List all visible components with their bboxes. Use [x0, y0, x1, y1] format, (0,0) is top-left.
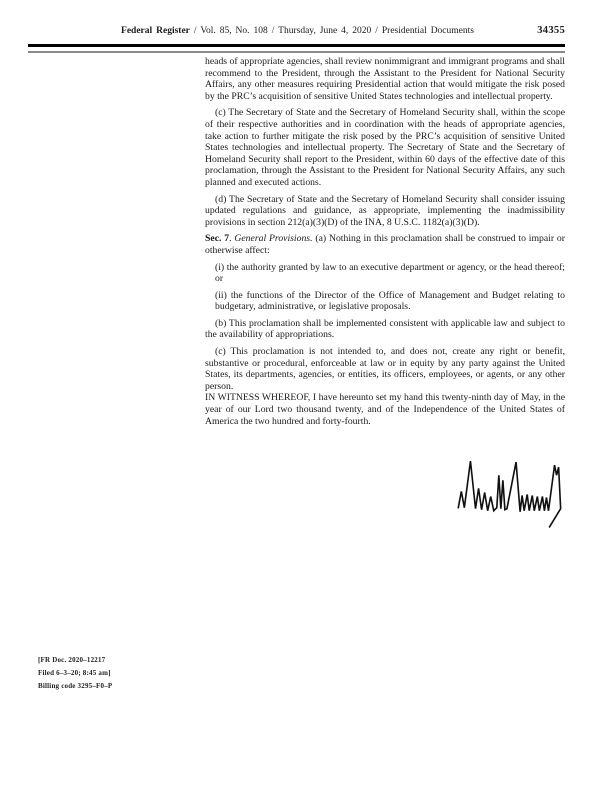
paragraph: [205, 346, 565, 392]
header-rule-bottom: [28, 51, 565, 53]
paragraph: [205, 194, 565, 229]
paragraph: [205, 107, 565, 188]
paragraph-segment: (c) The Secretary of State and the Secretary of Homeland Security shall, within the scope of their respective authorities and in coordination with the heads of appropriate agencies, take action to further mitigate the risk posed by the PRC’s acquisition of sensitive United States technologies and intellectual property. The Secretary of State and the Secretary of Homeland Security shall report to the President, within 60 days of the effective date of this proclamation, through the Assistant to the President for National Security Affairs, any such planned and executed actions.: [205, 107, 565, 188]
presidential-signature: [456, 457, 568, 533]
paragraph-segment: (ii) the functions of the Director of the Office of Management and Budget relating to budgetary, administrative, or legislative proposals.: [215, 289, 565, 313]
document-body: [205, 56, 565, 427]
paragraph-segment: Sec. 7: [205, 233, 230, 245]
journal-name: Federal Register: [121, 26, 190, 36]
paragraph-segment: (a) Nothing in this proclamation shall be construed to impair or otherwise affect:: [205, 233, 565, 256]
filed-date-line: Filed 6–3–20; 8:45 am]: [38, 669, 111, 677]
citation-text: / Vol. 85, No. 108 / Thursday, June 4, 2020 / Presidential Documents: [189, 26, 474, 36]
paragraph-segment: (b) This proclamation shall be implemented consistent with applicable law and subject to the availability of appropriations.: [205, 317, 565, 341]
fr-doc-number: [FR Doc. 2020–12217: [38, 656, 106, 664]
paragraph-segment: heads of appropriate agencies, shall review nonimmigrant and immigrant programs and shall recommend to the President, through the Assistant to the President for National Security Affairs, any other measures requiring Presidential action that would mitigate the risk posed by the PRC’s acquisition of sensitive United States technologies and intellectual property.: [205, 56, 565, 102]
paragraph-segment: IN WITNESS WHEREOF, I have hereunto set my hand this twenty-ninth day of May, in the year of our Lord two thousand twenty, and of the Independence of the United States of America the two hundred and forty-fourth.: [205, 392, 565, 427]
paragraph-segment: General Provisions.: [234, 233, 313, 245]
paragraph-segment: .: [229, 233, 235, 245]
paragraph-segment: (d) The Secretary of State and the Secretary of Homeland Security shall consider issuing updated regulations and guidance, as appropriate, implementing the inadmissibility provisions in section 212(a)(3)(D) of the INA, 8 U.S.C. 1182(a)(3)(D).: [205, 193, 565, 228]
paragraph-segment: (c) This proclamation is not intended to, and does not, create any right or benefit, substantive or procedural, enforceable at law or in equity by any party against the United States, its departments, agencies, or entities, its officers, employees, or agents, or any other person.: [205, 346, 565, 392]
fr-doc-footer: [38, 654, 112, 693]
paragraph: [215, 262, 565, 285]
paragraph: [215, 290, 565, 313]
page-number: 34355: [537, 25, 565, 36]
paragraph: [205, 318, 565, 341]
paragraph-segment: (i) the authority granted by law to an executive department or agency, or the head thereof; or: [215, 261, 565, 285]
header-rule-top: [28, 44, 565, 47]
page-header: [30, 26, 565, 42]
signature-stroke: [458, 461, 560, 527]
paragraph: [205, 56, 565, 102]
paragraph: [205, 233, 565, 256]
header-citation: [30, 26, 565, 36]
paragraph: [205, 392, 565, 427]
billing-code: Billing code 3295–F0–P: [38, 682, 113, 690]
